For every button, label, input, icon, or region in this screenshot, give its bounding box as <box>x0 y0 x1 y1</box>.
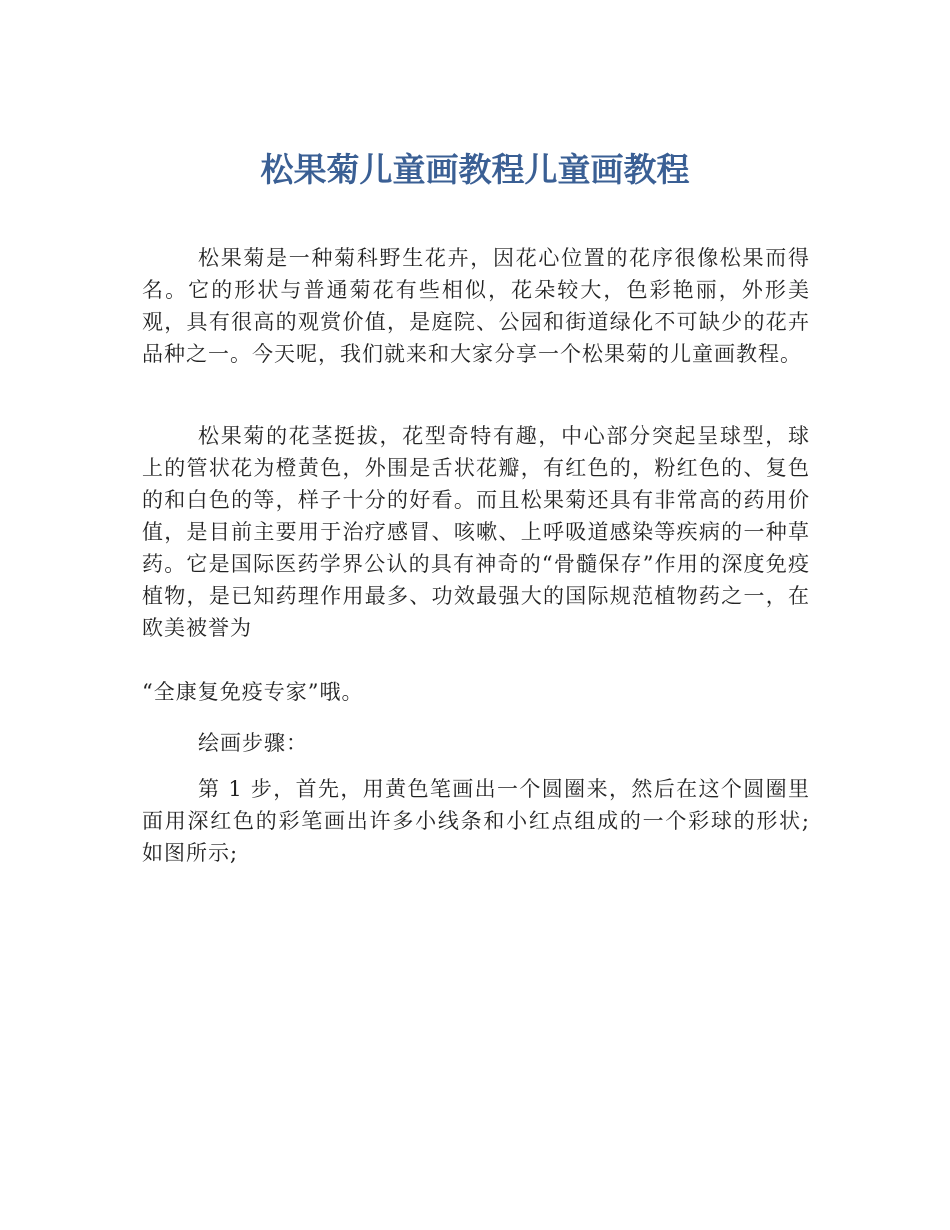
paragraph-description: 松果菊的花茎挺拔，花型奇特有趣，中心部分突起呈球型，球上的管状花为橙黄色，外围是舌状花瓣，有红色的，粉红色的、复色的和白色的等，样子十分的好看。而且松果菊还具有非常高的药用价值，是目前主要用于治疗感冒、咳嗽、上呼吸道感染等疾病的一种草药。它是国际医药学界公认的具有神奇的“骨髓保存”作用的深度免疫植物，是已知药理作用最多、功效最强大的国际规范植物药之一，在欧美被誉为 <box>142 424 810 640</box>
document-title: 松果菊儿童画教程儿童画教程 <box>260 150 690 189</box>
paragraph-nickname: “全康复免疫专家”哦。 <box>142 680 364 704</box>
paragraph-steps-heading: 绘画步骤： <box>198 731 308 755</box>
paragraph-step-1: 第 1 步，首先，用黄色笔画出一个圆圈来，然后在这个圆圈里面用深红色的彩笔画出许多小线条和小红点组成的一个彩球的形状;如图所示; <box>142 777 810 865</box>
paragraph-intro: 松果菊是一种菊科野生花卉，因花心位置的花序很像松果而得名。它的形状与普通菊花有些相似，花朵较大，色彩艳丽，外形美观，具有很高的观赏价值，是庭院、公园和街道绿化不可缺少的花卉品种之一。今天呢，我们就来和大家分享一个松果菊的儿童画教程。 <box>142 246 810 366</box>
